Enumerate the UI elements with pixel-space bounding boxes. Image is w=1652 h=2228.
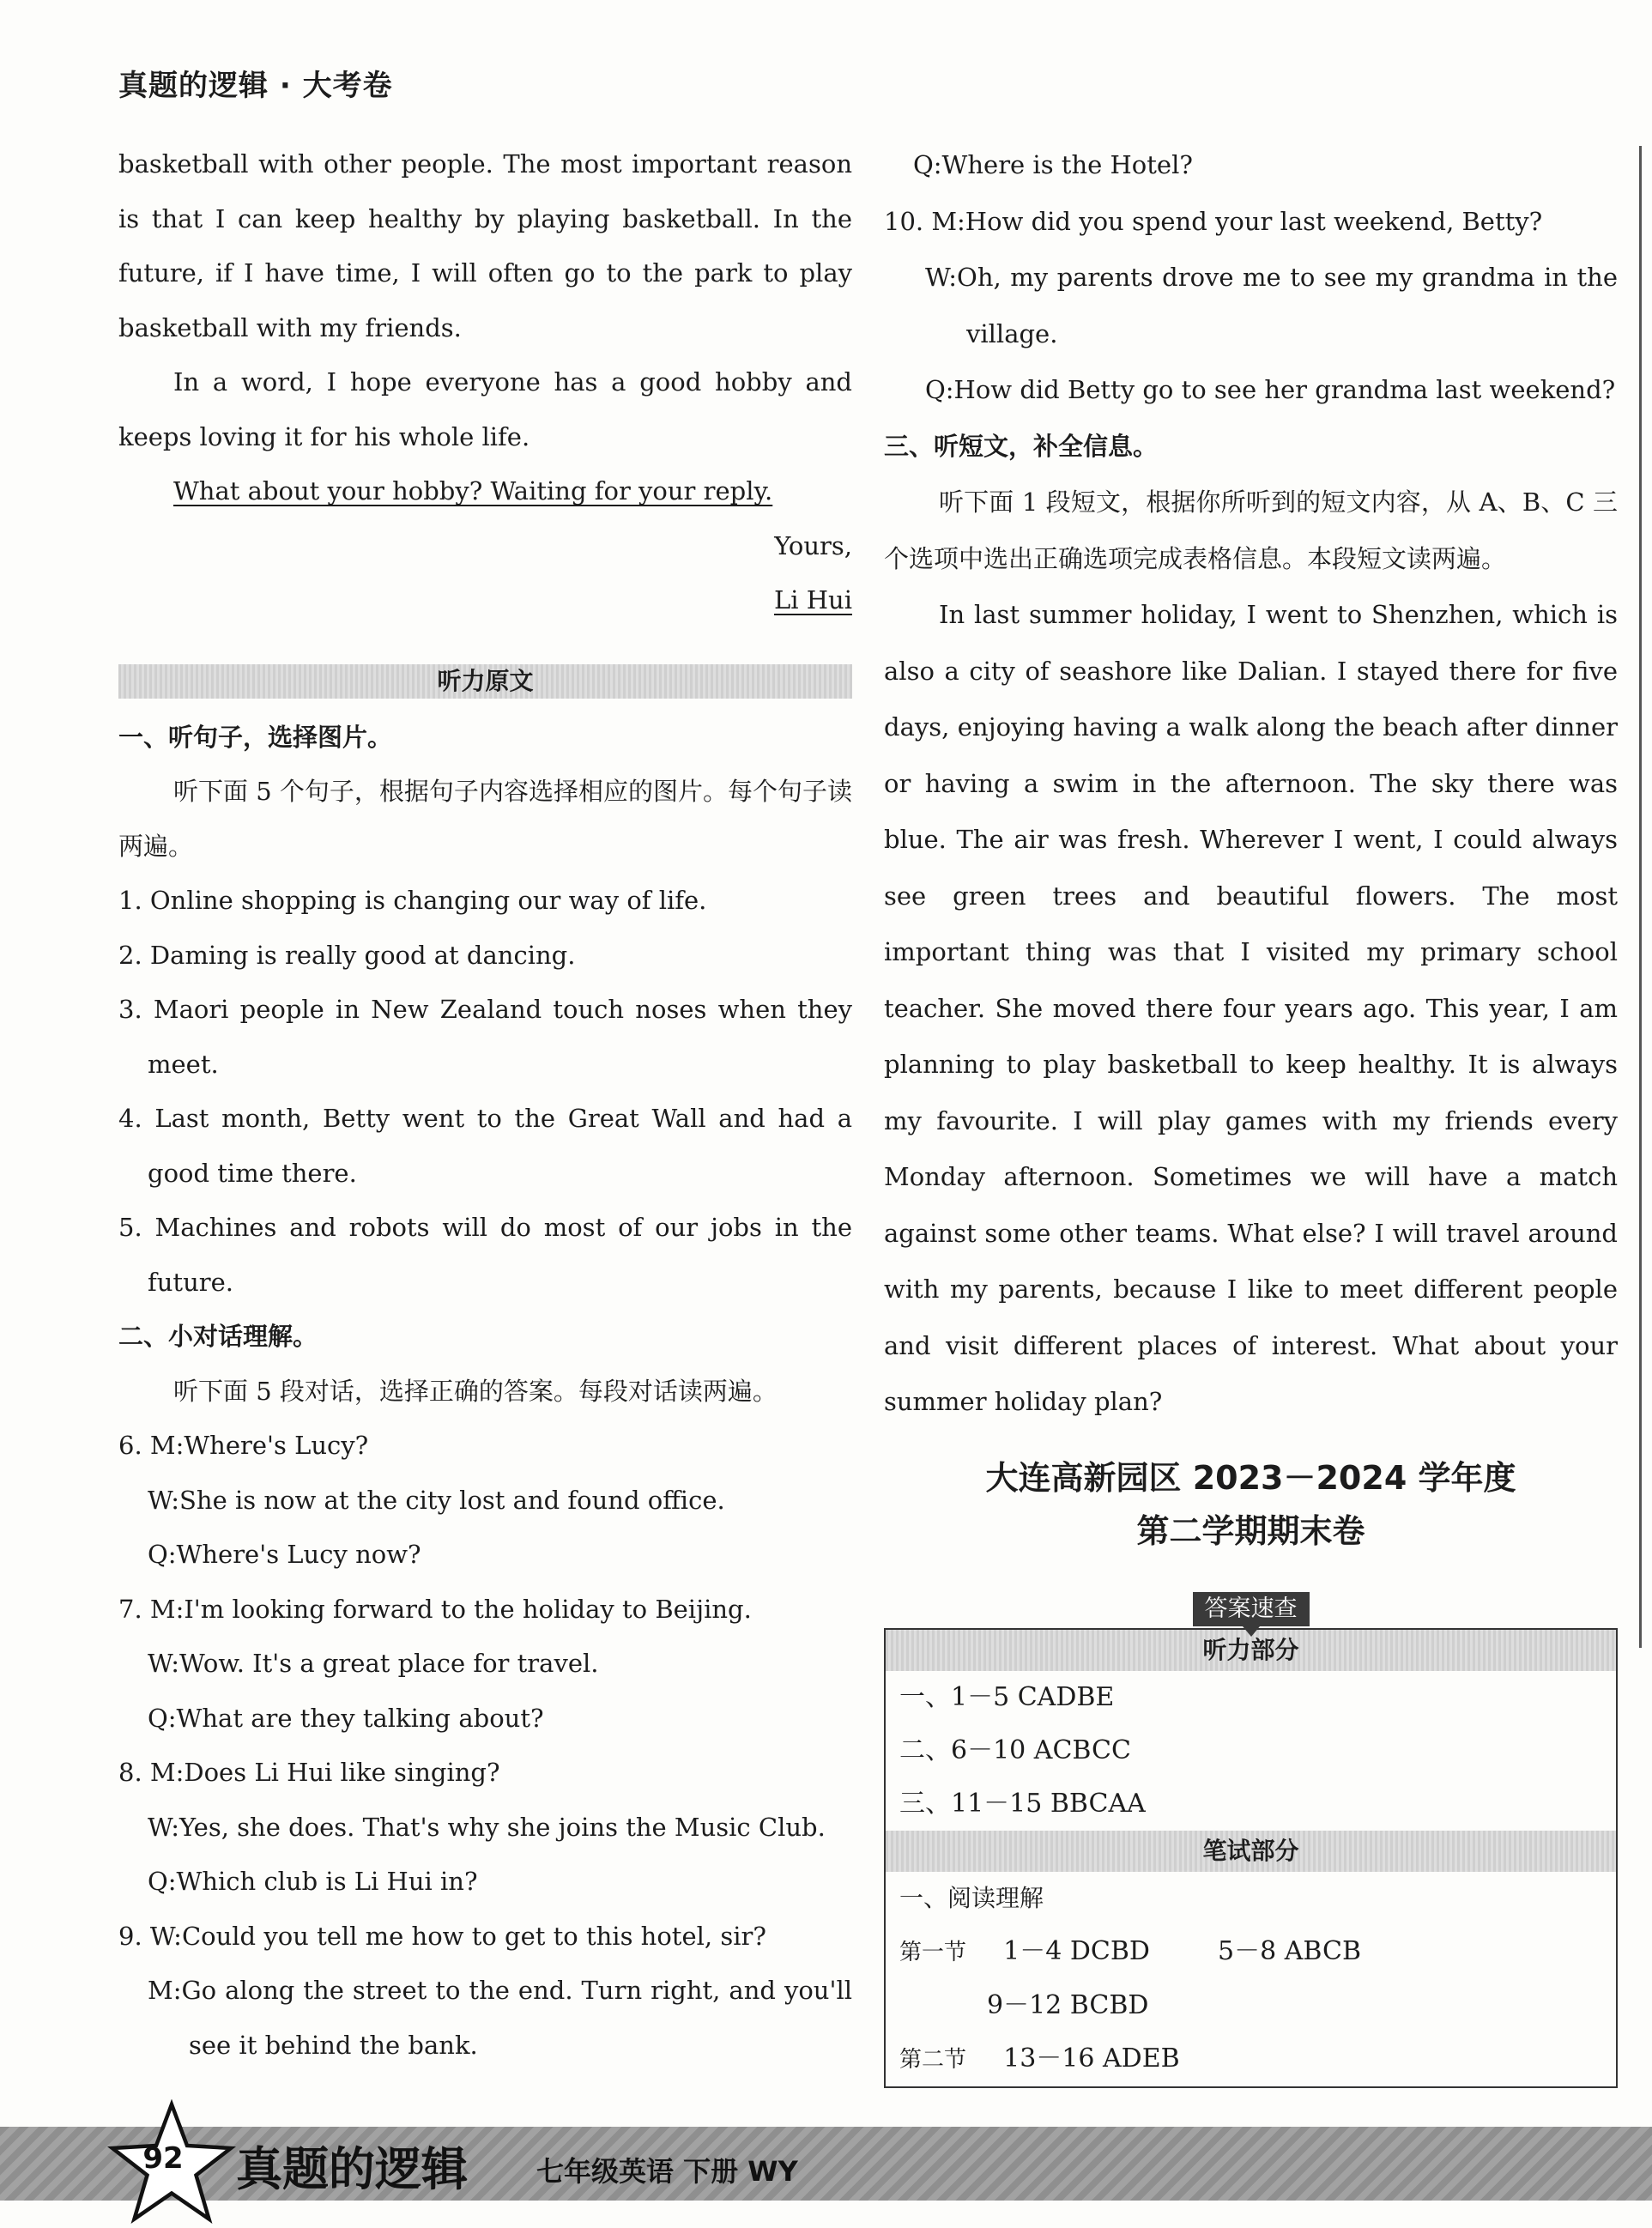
page-edge-line [1639,146,1642,1648]
letter-paragraph: basketball with other people. The most important reason is that I can keep healthy by playing basketball. In the future, if I have time, I will often go to the park to play basketball with my friends. [118,149,852,342]
answer-table [884,1628,1618,2088]
page-number: 92 [142,2141,184,2176]
sign-off: Yours, [774,530,852,560]
dialogue-line: Q:How did Betty go to see her grandma last weekend? [925,375,1616,404]
dialogue-line: Q:Which club is Li Hui in? [148,1867,478,1896]
footer-subtitle: 七年级英语 下册 WY [536,2155,798,2188]
part3-heading: 三、听短文，补全信息。 [884,431,1159,461]
dialogue-line: Q:Where's Lucy now? [148,1540,421,1569]
dialogue-line: W:She is now at the city lost and found office. [148,1485,725,1515]
answer-row: 一、1－5 CADBE [899,1681,1115,1712]
sentence-item: 1. Online shopping is changing our way of life. [118,886,707,915]
dialogue-line: W:Wow. It's a great place for travel. [148,1649,599,1678]
exam-title-line: 大连高新园区 2023－2024 学年度 [985,1458,1516,1497]
dialogue-line: M:Go along the street to the end. Turn right, and you'll see it behind the bank. [148,1976,852,2060]
answer-row [886,2032,1616,2086]
section-label: 第一节 [899,1939,967,1965]
dialogue-line: W:Oh, my parents drove me to see my grandma in the village. [925,263,1618,348]
part3-passage: In last summer holiday, I went to Shenzhen, which is also a city of seashore like Dalian. I stayed there for five days, enjoying having a walk along the beach after dinner or having a swim in the afternoon. The sky there was blue. The air was fresh. Wherever I went, I could always see green trees and beautiful flowers. The most important thing was that I visited my primary school teacher. She moved there four years ago. This year, I am planning to play basketball to keep healthy. It is always my favourite. I will play games with my friends every Monday afternoon. Sometimes we will have a match against some other teams. What else? I will travel around with my parents, because I like to meet different people and visit different places of interest. What about your summer holiday plan? [884,600,1618,1416]
dialogue-line: 10. M:How did you spend your last weekend, Betty? [884,206,1543,236]
sentence-item: 3. Maori people in New Zealand touch noses when they meet. [118,995,852,1079]
dialogue-line: W:Yes, she does. That's why she joins the Music Club. [148,1812,826,1842]
dialogue-line: 8. M:Does Li Hui like singing? [118,1758,500,1787]
section-label: 第二节 [899,2046,967,2073]
listening-band: 听力部分 [886,1630,1616,1671]
answer-row: 9－12 BCBD [987,1989,1149,2020]
sentence-item: 2. Daming is really good at dancing. [118,940,576,970]
answer-row [886,1925,1616,1979]
part1-instruction: 听下面 5 个句子，根据句子内容选择相应的图片。每个句子读两遍。 [118,777,852,861]
dialogue-line: 6. M:Where's Lucy? [118,1431,369,1460]
dialogue-line: Q:What are they talking about? [148,1703,544,1733]
sentence-item: 5. Machines and robots will do most of our jobs in the future. [118,1213,852,1297]
answer-range: 1－4 DCBD [1003,1935,1150,1966]
answer-range: 5－8 ABCB [1218,1935,1362,1966]
book-header-title: 真题的逻辑 · 大考卷 [118,69,393,103]
answer-range: 13－16 ADEB [1003,2043,1180,2074]
footer-title: 真题的逻辑 [236,2142,468,2196]
dialogue-line: 7. M:I'm looking forward to the holiday to Beijing. [118,1594,752,1624]
dialogue-line: 9. W:Could you tell me how to get to this hotel, sir? [118,1921,766,1951]
exam-title-line: 第二学期期末卷 [1136,1511,1365,1550]
sentence-item: 4. Last month, Betty went to the Great Wall and had a good time there. [118,1104,852,1188]
dialogue-line: Q:Where is the Hotel? [913,150,1193,179]
letter-paragraph: In a word, I hope everyone has a good hobby and keeps loving it for his whole life. [118,367,852,451]
answer-row: 二、6－10 ACBCC [899,1735,1131,1765]
quick-answers-badge: 答案速查 [1193,1592,1310,1626]
part1-heading: 一、听句子，选择图片。 [118,722,393,752]
part2-instruction: 听下面 5 段对话，选择正确的答案。每段对话读两遍。 [173,1376,778,1406]
exam-title [884,1451,1618,1558]
right-column [884,137,1618,2088]
signature: Li Hui [774,585,852,615]
part2-heading: 二、小对话理解。 [118,1322,318,1351]
part3-instruction: 听下面 1 段短文，根据你所听到的短文内容，从 A、B、C 三个选项中选出正确选项完成表格信息。本段短文读两遍。 [884,487,1618,573]
written-band: 笔试部分 [886,1831,1616,1872]
left-column [118,137,852,2073]
quick-answers-badge-wrap [884,1580,1618,1628]
reading-heading: 一、阅读理解 [899,1883,1044,1912]
transcript-band: 听力原文 [118,664,852,699]
answer-row: 三、11－15 BBCAA [899,1788,1146,1819]
letter-closing: What about your hobby? Waiting for your reply. [173,476,773,506]
